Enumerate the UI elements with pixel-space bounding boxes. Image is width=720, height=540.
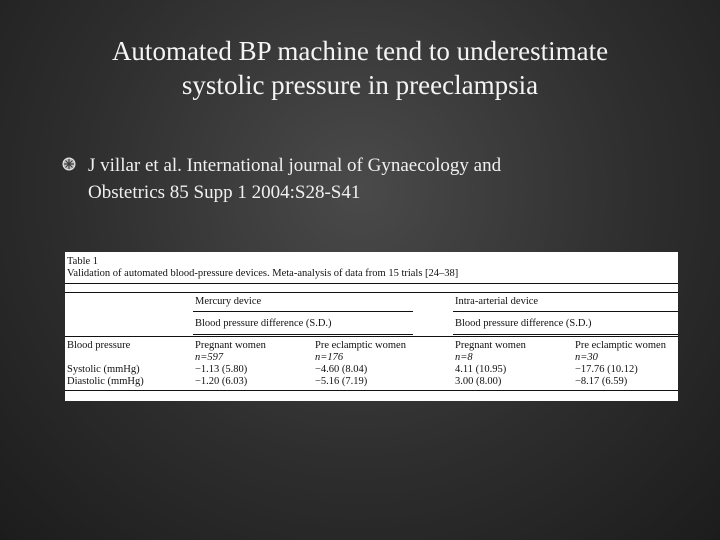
subheader-intra-arterial: Blood pressure difference (S.D.) [455, 318, 592, 329]
citation-line-2: Obstetrics 85 Supp 1 2004:S28-S41 [88, 182, 361, 203]
group-header-mercury: Mercury device [195, 296, 262, 307]
column-header-rule [65, 336, 678, 337]
table-cell: −8.17 (6.59) [575, 376, 628, 387]
row-label-systolic: Systolic (mmHg) [67, 364, 140, 375]
table-cell: −17.76 (10.12) [575, 364, 638, 375]
citation-line-1: J villar et al. International journal of Gynaecology and [88, 155, 502, 176]
row-header: Blood pressure [67, 340, 131, 351]
circle-bullet-icon [62, 157, 76, 171]
table-label: Table 1 [67, 256, 99, 267]
group-header-intra-arterial: Intra-arterial device [455, 296, 539, 307]
table-cell: −4.60 (8.04) [315, 364, 368, 375]
table-bottom-rule [65, 390, 678, 391]
column-header: Pregnant women [455, 340, 526, 351]
table-header-rule [65, 292, 678, 293]
subheader-rule-mercury [193, 334, 413, 335]
citation-text [88, 152, 501, 206]
sample-size: n=8 [455, 352, 473, 363]
row-label-diastolic: Diastolic (mmHg) [67, 376, 144, 387]
group-rule-mercury [193, 311, 413, 312]
table-cell: −1.20 (6.03) [195, 376, 248, 387]
subheader-mercury: Blood pressure difference (S.D.) [195, 318, 332, 329]
sample-size: n=176 [315, 352, 344, 363]
citation-bullet [62, 152, 682, 206]
column-header: Pre eclamptic women [315, 340, 406, 351]
validation-table [65, 252, 678, 401]
column-header: Pregnant women [195, 340, 266, 351]
table-cell: 4.11 (10.95) [455, 364, 507, 375]
column-header: Pre eclamptic women [575, 340, 666, 351]
slide-title-line-2: systolic pressure in preeclampsia [181, 70, 539, 100]
slide-title [40, 34, 680, 102]
slide-title-line-1: Automated BP machine tend to underestimate [111, 36, 609, 66]
table-top-rule [65, 283, 678, 284]
group-rule-intra-arterial [453, 311, 678, 312]
table-cell: −1.13 (5.80) [195, 364, 248, 375]
table-cell: −5.16 (7.19) [315, 376, 368, 387]
sample-size: n=597 [195, 352, 224, 363]
table-caption: Validation of automated blood-pressure devices. Meta-analysis of data from 15 trials [24–38] [67, 268, 459, 279]
subheader-rule-intra-arterial [453, 334, 678, 335]
table-cell: 3.00 (8.00) [455, 376, 502, 387]
sample-size: n=30 [575, 352, 598, 363]
